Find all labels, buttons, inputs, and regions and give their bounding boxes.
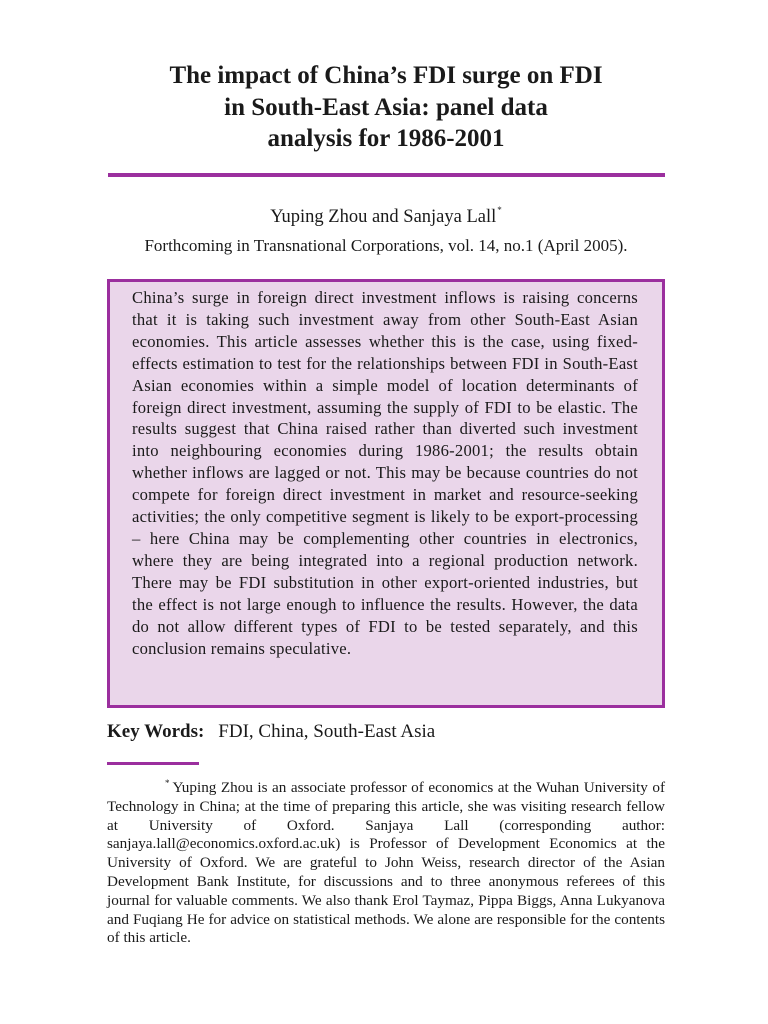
footnote-mark: * (165, 778, 170, 788)
keywords-value: FDI, China, South-East Asia (218, 721, 436, 742)
publication-note: Forthcoming in Transnational Corporations, vol. 14, no.1 (April 2005). (144, 236, 628, 255)
abstract-text: China’s surge in foreign direct investment inflows is raising concerns that it is taking such investment away from other South-East Asian economies. This article assesses whether this is the case, using fixed-effects estimation to test for the relationships between FDI in South-East Asian economies within a simple model of location determinants of foreign direct investment, assuming the supply of FDI to be elastic. The results suggest that China raised rather than diverted such investment into neighbouring economies during 1986-2001; the results obtain whether inflows are lagged or not. This may be because countries do not compete for foreign direct investment in market and resource-seeking activities; the only competitive segment is likely to be export-processing – here China may be complementing other countries in electronics, where they are being integrated into a regional production network. There may be FDI substitution in other export-oriented industries, but the effect is not large enough to influence the results. However, the data do not allow different types of FDI to be tested separately, and this conclusion remains speculative. (132, 288, 638, 658)
title-line: The impact of China’s FDI surge on FDI (169, 62, 603, 89)
keywords-label: Key Words: (107, 721, 205, 742)
footnote-text: Yuping Zhou is an associate professor of economics at the Wuhan University of Technology in China; at the time of preparing this article, she was visiting research fellow at University of Oxford. Sanjaya Lall (corresponding author: sanjaya.lall@economics.oxford.ac.uk) is Professor of Development Economics at the University of Oxford. We are grateful to John Weiss, research director of the Asian Development Bank Institute, for discussions and to three anonymous referees of this journal for valuable comments. We also thank Erol Taymaz, Pippa Biggs, Anna Lukyanova and Fuqiang He for advice on statistical methods. We alone are responsible for the contents of this article. (107, 779, 665, 947)
title-divider (108, 173, 665, 177)
title-line: in South-East Asia: panel data (224, 93, 548, 121)
paper-title (108, 60, 664, 155)
keywords (107, 720, 667, 744)
authors: Yuping Zhou and Sanjaya Lall (270, 207, 497, 227)
author-footnote (107, 774, 665, 948)
author-line (108, 198, 664, 229)
footnote-divider (107, 762, 199, 765)
author-footnote-mark: * (497, 205, 502, 215)
abstract-box (107, 279, 665, 708)
title-line: analysis for 1986-2001 (267, 125, 505, 152)
